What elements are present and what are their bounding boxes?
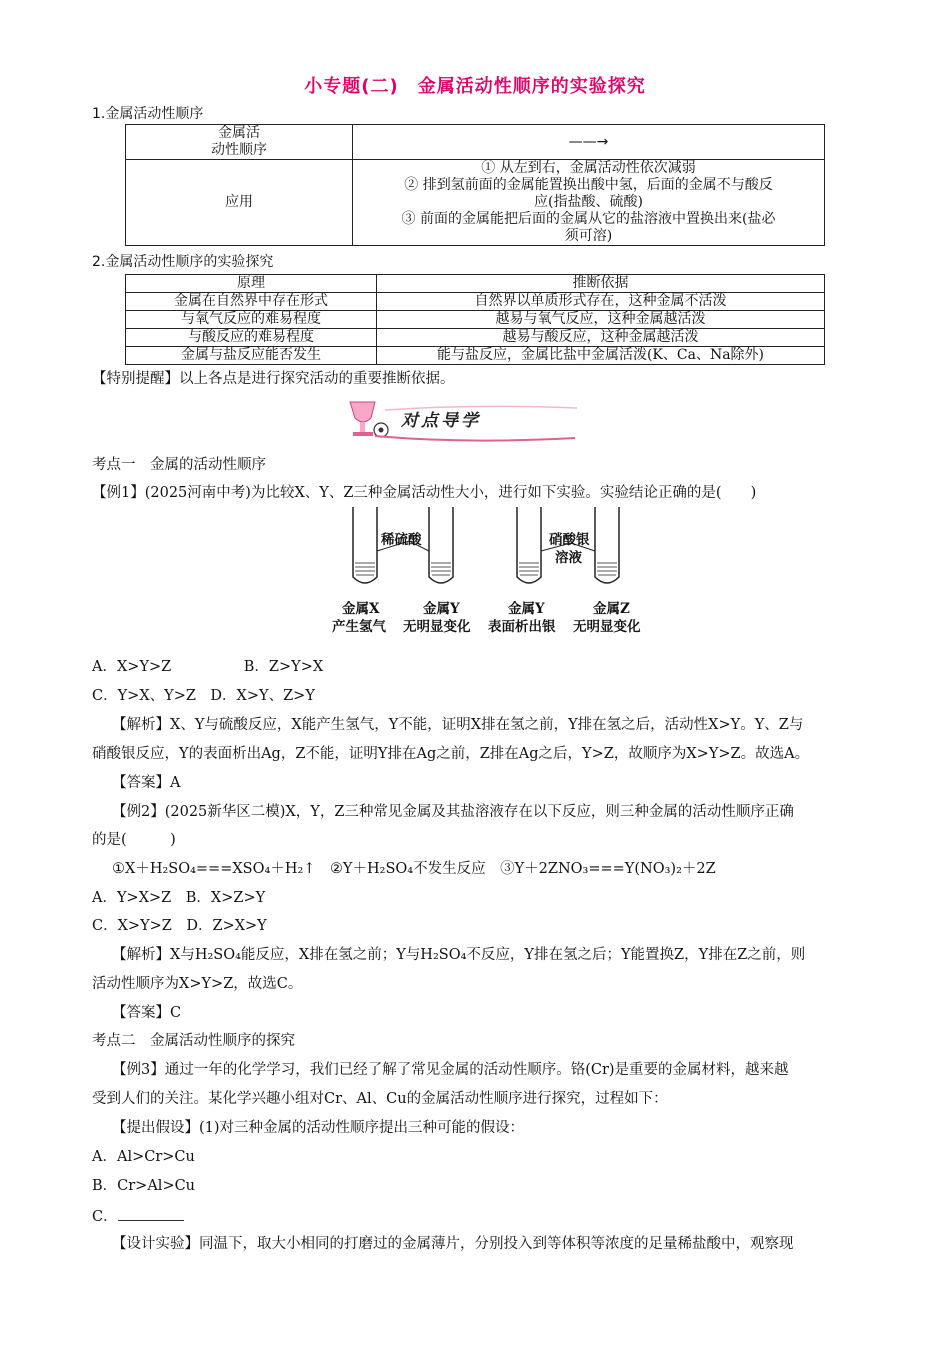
result-label: 表面析出银 <box>488 619 556 635</box>
example-1-analysis: 【解析】X、Y与硫酸反应，X能产生氢气，Y不能，证明X排在氢之前，Y排在氢之后，活动性X>Y。Y、Z与 <box>112 717 804 733</box>
example-2-reactions: ①X＋H₂SO₄===XSO₄＋H₂↑ ②Y＋H₂SO₄不发生反应 ③Y＋2ZNO₃===Y(NO₃)₂＋2Z <box>112 861 716 877</box>
table-cell: 金属在自然界中存在形式 <box>126 293 377 311</box>
metal-label: 金属Z <box>593 601 630 617</box>
example-3-intro-cont: 受到人们的关注。某化学兴趣小组对Cr、Al、Cu的金属活动性顺序进行探究，过程如下： <box>92 1091 668 1107</box>
result-label: 无明显变化 <box>403 619 471 635</box>
test-tube-figure <box>325 505 665 633</box>
table-cell: 金属与盐反应能否发生 <box>126 347 377 365</box>
table-cell: 自然界以单质形式存在，这种金属不活泼 <box>377 293 825 311</box>
example-1-options-ab: A．X>Y>Z B．Z>Y>X <box>92 659 324 675</box>
application-item: 应(指盐酸、硫酸) <box>534 194 643 210</box>
metal-label: 金属X <box>342 601 380 617</box>
table-header: 原理 <box>126 275 377 293</box>
activity-order-table <box>125 124 825 246</box>
acid-label: 稀硫酸 <box>381 532 422 548</box>
table-cell: 与酸反应的难易程度 <box>126 329 377 347</box>
table-header: 推断依据 <box>377 275 825 293</box>
table-cell: 与氧气反应的难易程度 <box>126 311 377 329</box>
application-item: ② 排到氢前面的金属能置换出酸中氢，后面的金属不与酸反 <box>404 177 773 193</box>
example-2-options-cd: C．X>Y>Z D．Z>X>Y <box>92 918 267 934</box>
special-tip: 【特别提醒】以上各点是进行探究活动的重要推断依据。 <box>92 371 455 387</box>
application-item: ① 从左到右，金属活动性依次减弱 <box>481 160 696 176</box>
example-1-options-cd: C．Y>X、Y>Z D．X>Y、Z>Y <box>92 688 315 704</box>
row1-label: 金属活 动性顺序 <box>126 125 353 160</box>
guide-badge <box>345 398 585 446</box>
metal-label: 金属Y <box>423 601 460 617</box>
table-cell: 越易与氧气反应，这种金属越活泼 <box>377 311 825 329</box>
example-2-question-cont: 的是( ) <box>92 832 176 848</box>
example-2-analysis-cont: 活动性顺序为X>Y>Z，故选C。 <box>92 976 303 992</box>
example-2-options-ab: A．Y>X>Z B．X>Z>Y <box>92 890 266 906</box>
kaodian-2: 考点二 金属活动性顺序的探究 <box>92 1033 295 1049</box>
silver-nitrate-label: 硝酸银 <box>549 532 590 548</box>
answer-blank[interactable] <box>118 1206 184 1221</box>
example-1-question: 【例1】(2025河南中考)为比较X、Y、Z三种金属活动性大小，进行如下实验。实验结论正确的是( ) <box>92 485 757 501</box>
example-3-intro: 【例3】通过一年的化学学习，我们已经了解了常见金属的活动性顺序。铬(Cr)是重要的金属材料，越来越 <box>112 1062 789 1078</box>
example-1-answer: 【答案】A <box>112 775 181 791</box>
row2-label: 应用 <box>126 160 353 246</box>
section2-heading: 2.金属活动性顺序的实验探究 <box>92 254 274 270</box>
hypothesis-a: A．Al>Cr>Cu <box>92 1149 195 1165</box>
section1-heading: 1.金属活动性顺序 <box>92 106 204 122</box>
design-experiment: 【设计实验】同温下，取大小相同的打磨过的金属薄片，分别投入到等体积等浓度的足量稀盐酸中，观察现 <box>112 1236 794 1252</box>
table-cell: 能与盐反应，金属比盐中金属活泼(K、Ca、Na除外) <box>377 347 825 365</box>
hypothesis-b: B．Cr>Al>Cu <box>92 1178 196 1194</box>
hypothesis-heading: 【提出假设】(1)对三种金属的活动性顺序提出三种可能的假设： <box>112 1120 525 1136</box>
page-title: 小专题(二) 金属活动性顺序的实验探究 <box>304 76 646 97</box>
example-2-answer: 【答案】C <box>112 1005 182 1021</box>
hypothesis-c <box>92 1206 184 1226</box>
application-item: 须可溶) <box>564 228 613 244</box>
test-tubes-drawing <box>325 505 665 590</box>
example-2-analysis: 【解析】X与H₂SO₄能反应，X排在氢之前；Y与H₂SO₄不反应，Y排在氢之后；Y能置换Z，Y排在Z之前，则 <box>112 947 806 963</box>
badge-text: 对点导学 <box>401 411 481 431</box>
result-label: 无明显变化 <box>573 619 641 635</box>
row1-value: ——→ <box>353 125 825 160</box>
result-label: 产生氢气 <box>332 619 386 635</box>
metal-label: 金属Y <box>508 601 545 617</box>
solution-label: 溶液 <box>555 550 582 566</box>
principle-table <box>125 274 825 365</box>
example-1-analysis-cont: 硝酸银反应，Y的表面析出Ag，Z不能，证明Y排在Ag之前，Z排在Ag之后，Y>Z，故顺序为X>Y>Z。故选A。 <box>92 746 810 762</box>
hypothesis-c-label: C． <box>92 1209 118 1225</box>
application-item: ③ 前面的金属能把后面的金属从它的盐溶液中置换出来(盐必 <box>401 211 776 227</box>
table-cell: 越易与酸反应，这种金属越活泼 <box>377 329 825 347</box>
kaodian-1: 考点一 金属的活动性顺序 <box>92 457 266 473</box>
example-2-question: 【例2】(2025新华区二模)X，Y，Z三种常见金属及其盐溶液存在以下反应，则三种金属的活动性顺序正确 <box>112 804 794 820</box>
